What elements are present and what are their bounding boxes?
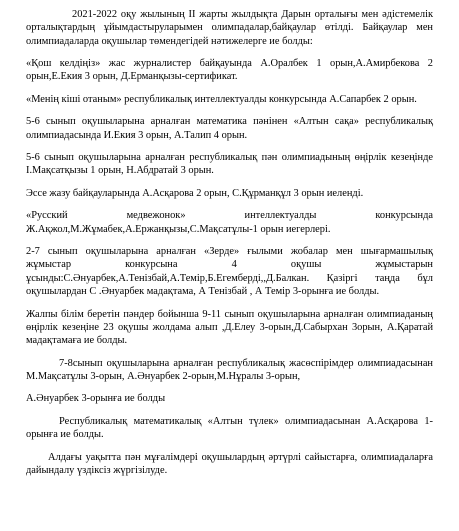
result-paragraph-homeland: «Менің кіші отаным» республикалық интеллектуалды конкурсында А.Сапарбек 2 орын.: [26, 93, 417, 105]
result-paragraph-essay: Эссе жазу байқауларында А.Асқарова 2 орын, С.Құрманқұл 3 орын иеленді.: [26, 187, 364, 199]
result-paragraph-altyn-tulek: Республикалық математикалық «Алтын түлек» олимпиадасынан А.Асқарова 1-орынға ие болды.: [26, 415, 433, 441]
result-paragraph-continuation: А.Әнуарбек 3-орынға ие болды: [26, 393, 166, 405]
result-paragraph-altyn-saka: 5-6 сынып оқушыларына арналған математика пәнінен «Алтын сақа» республикалық олимпиадасында И.Екия 3 орын, А.Талип 4 орын.: [26, 116, 433, 141]
result-paragraph-journalists: «Қош келдіңіз» жас журналистер байқауында А.Оралбек 1 орын,А.Амирбекова 2 орын,Е.Екия 3 орын, Д.Ерманқызы-сертификат.: [26, 58, 433, 83]
result-paragraph-russian-bear: «Русский медвежонок» интеллектуалды конкурсында Ж.Ақжол,М.Жұмабек,А.Ержанқызы,С.Мақсатұлы-1 орын иегерлері.: [26, 210, 433, 235]
closing-paragraph: Алдағы уақытта пән мұғалімдері оқушылардың әртүрлі сайыстарға, олимпиадаларға дайындалу үздіксіз жүргізілуде.: [26, 451, 433, 476]
result-paragraph-youth-olympiad: 7-8сынып оқушыларына арналған республикалық жасөспірімдер олимпиадасынан М.Мақсатұлы 3-орын, А.Әнуарбек 2-орын,М.Нұралы 3-орын,: [26, 357, 433, 382]
result-paragraph-zerde: 2-7 сынып оқушыларына арналған «Зерде» ғылыми жобалар мен шығармашылық жұмыстар конкурсына 4 оқушы жұмыстарын ұсынды:С.Әнуарбек,А.Тенізбай,А.Темір,Б.Егемберді,,Д.Балкан. Қазіргі таңда бұл оқушылардан С .Әнуарбек мадақтама, А Тенізбай , А Темір 3-орынға ие болды.: [26, 246, 433, 298]
result-paragraph-regional-olympiad: 5-6 сынып оқушыларына арналған республикалық пән олимпиадының өңірлік кезеңінде І.Мақсатқызы 1 орын, Н.Абдратай 3 орын.: [26, 152, 433, 177]
intro-paragraph: 2021-2022 оқу жылының ІІ жарты жылдықта Дарын орталығы мен әдістемелік орталықтардың ұйымдастыруларымен олимпадалар,байқаулар өтілді. Байқаулар мен олимпиадаларда оқушылар төмендегідей нәтижелерге ие болды:: [26, 9, 433, 47]
result-paragraph-grades-9-11: Жалпы білім беретін пәндер бойынша 9-11 сынып оқушыларына арналған олимпиаданың өңірлік кезеңіне 23 оқушы жолдама алып ,Д.Елеу 3-орын,Д.Сабырхан 3орын, А.Қаратай мадақтамаға ие болды.: [26, 308, 433, 347]
